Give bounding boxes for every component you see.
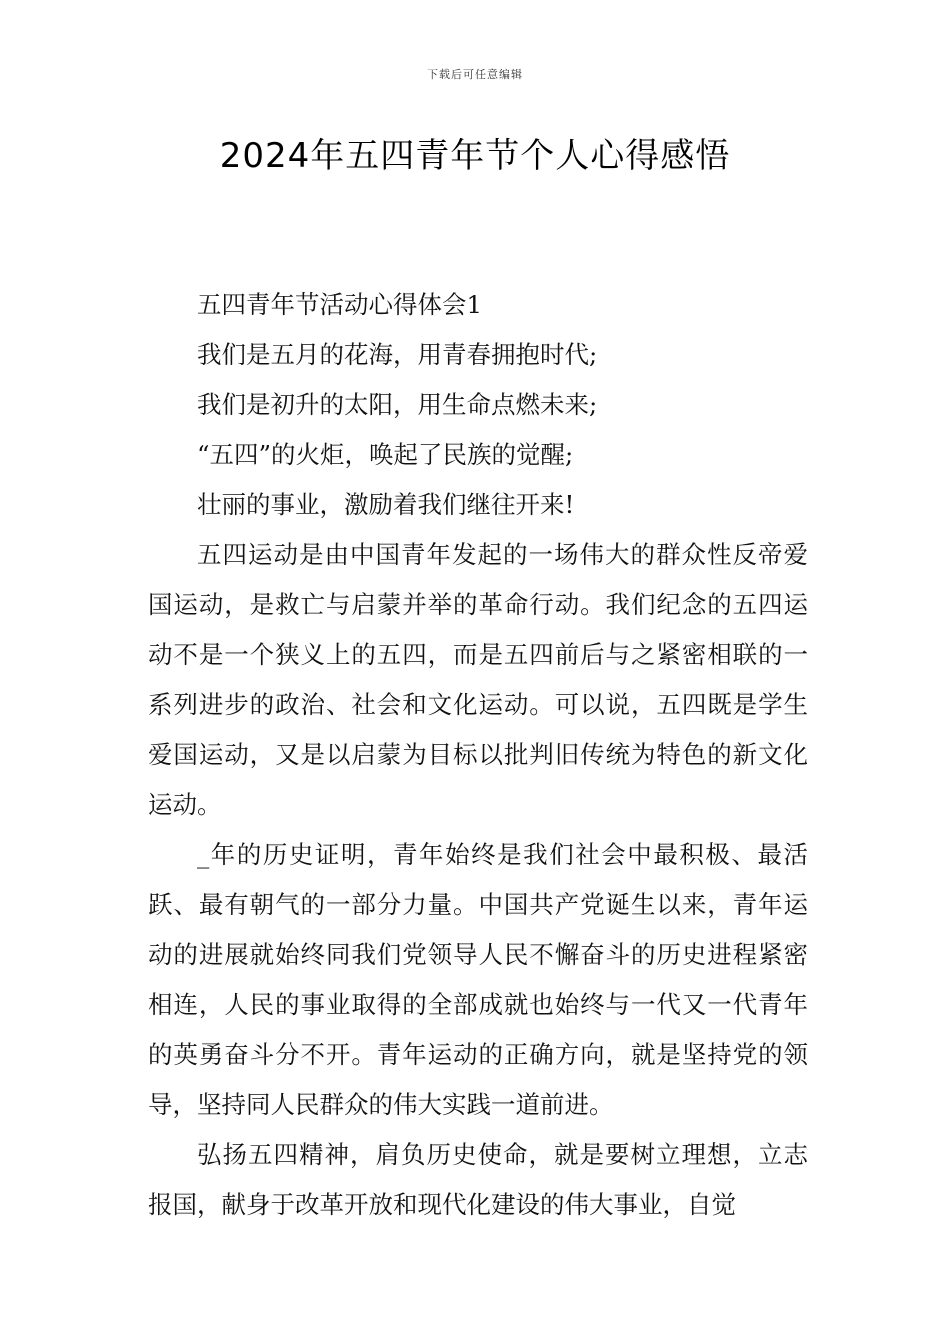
paragraph-2: 我们是五月的花海，用青春拥抱时代;: [197, 340, 598, 369]
document-title: 2024年五四青年节个人心得感悟: [219, 136, 731, 176]
paragraph-7: _年的历史证明，青年始终是我们社会中最积极、最活跃、最有朝气的一部分力量。中国共产党诞生以来，青年运动的进展就始终同我们党领导人民不懈奋斗的历史进程紧密相连，人民的事业取得的全部成就也始终与一代又一代青年的英勇奋斗分不开。青年运动的正确方向，就是坚持党的领导，坚持同人民群众的伟大实践一道前进。: [148, 840, 808, 1119]
document-body: [148, 280, 808, 1230]
header-note: 下载后可任意编辑: [427, 68, 523, 81]
paragraph-5: 壮丽的事业，激励着我们继往开来!: [197, 490, 575, 519]
paragraph-4: “五四”的火炬，唤起了民族的觉醒;: [197, 440, 574, 469]
paragraph-3: 我们是初升的太阳，用生命点燃未来;: [197, 390, 598, 419]
paragraph-1: 五四青年节活动心得体会1: [197, 290, 483, 319]
paragraph-8: 弘扬五四精神，肩负历史使命，就是要树立理想，立志报国，献身于改革开放和现代化建设的伟大事业，自觉: [148, 1140, 808, 1219]
paragraph-6: 五四运动是由中国青年发起的一场伟大的群众性反帝爱国运动，是救亡与启蒙并举的革命行动。我们纪念的五四运动不是一个狭义上的五四，而是五四前后与之紧密相联的一系列进步的政治、社会和文化运动。可以说，五四既是学生爱国运动，又是以启蒙为目标以批判旧传统为特色的新文化运动。: [148, 540, 808, 819]
